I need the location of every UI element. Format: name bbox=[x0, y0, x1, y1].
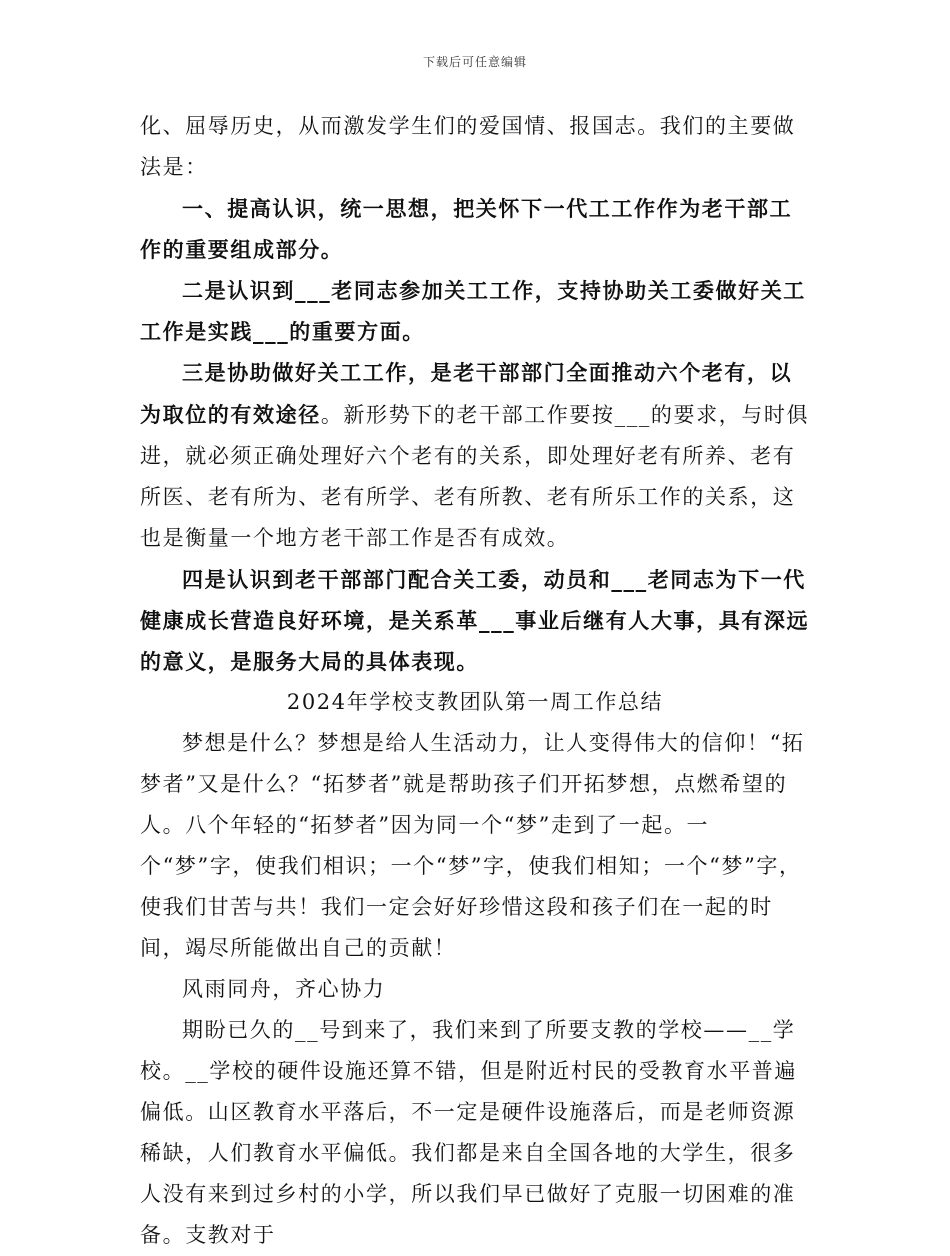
point-three-body: 。新形势下的老干部工作要按___的要求，与时俱进，就必须正确处理好六个老有的关系，即处理好老有所养、老有所医、老有所为、老有所学、老有所教、老有所乐工作的关系，这也是衡量一个地方老干部工作是否有成效。 bbox=[140, 403, 810, 550]
paragraph-point-one: 一、提高认识，统一思想，把关怀下一代工工作作为老干部工作的重要组成部分。 bbox=[140, 196, 793, 262]
header-note: 下载后可任意编辑 bbox=[422, 55, 527, 69]
point-three-heading: 三是协助做好关工工作，是老干部部门全面推动六个老有，以为取位的有效途径 bbox=[140, 360, 793, 427]
paragraph-subheading: 风雨同舟，齐心协力 bbox=[182, 977, 386, 1001]
document-body bbox=[140, 106, 810, 1256]
paragraph-intro: 化、屈辱历史，从而激发学生们的爱国情、报国志。我们的主要做法是： bbox=[140, 114, 796, 179]
paragraph-point-two: 二是认识到___老同志参加关工工作，支持协助关工委做好关工工作是实践___的重要方面。 bbox=[140, 278, 806, 344]
section-title: 2024年学校支教团队第一周工作总结 bbox=[286, 690, 664, 714]
paragraph-point-three bbox=[140, 352, 810, 559]
paragraph-point-four: 四是认识到老干部部门配合关工委，动员和___老同志为下一代健康成长营造良好环境，是关系革___事业后继有人大事，具有深远的意义，是服务大局的具体表现。 bbox=[140, 567, 810, 674]
paragraph-dream: 梦想是什么？梦想是给人生活动力，让人变得伟大的信仰！“拓梦者”又是什么？“拓梦者”就是帮助孩子们开拓梦想，点燃希望的人。八个年轻的“拓梦者”因为同一个“梦”走到了一起。一个“梦”字，使我们相识；一个“梦”字，使我们相知；一个“梦”字，使我们甘苦与共！我们一定会好好珍惜这段和孩子们在一起的时间，竭尽所能做出自己的贡献！ bbox=[140, 731, 805, 960]
paragraph-arrival: 期盼已久的__号到来了，我们来到了所要支教的学校——__学校。__学校的硬件设施还算不错，但是附近村民的受教育水平普遍偏低。山区教育水平落后，不一定是硬件设施落后，而是老师资源稀缺，人们教育水平偏低。我们都是来自全国各地的大学生，很多人没有来到过乡村的小学，所以我们早已做好了克服一切困难的准备。支教对于 bbox=[140, 1018, 797, 1247]
